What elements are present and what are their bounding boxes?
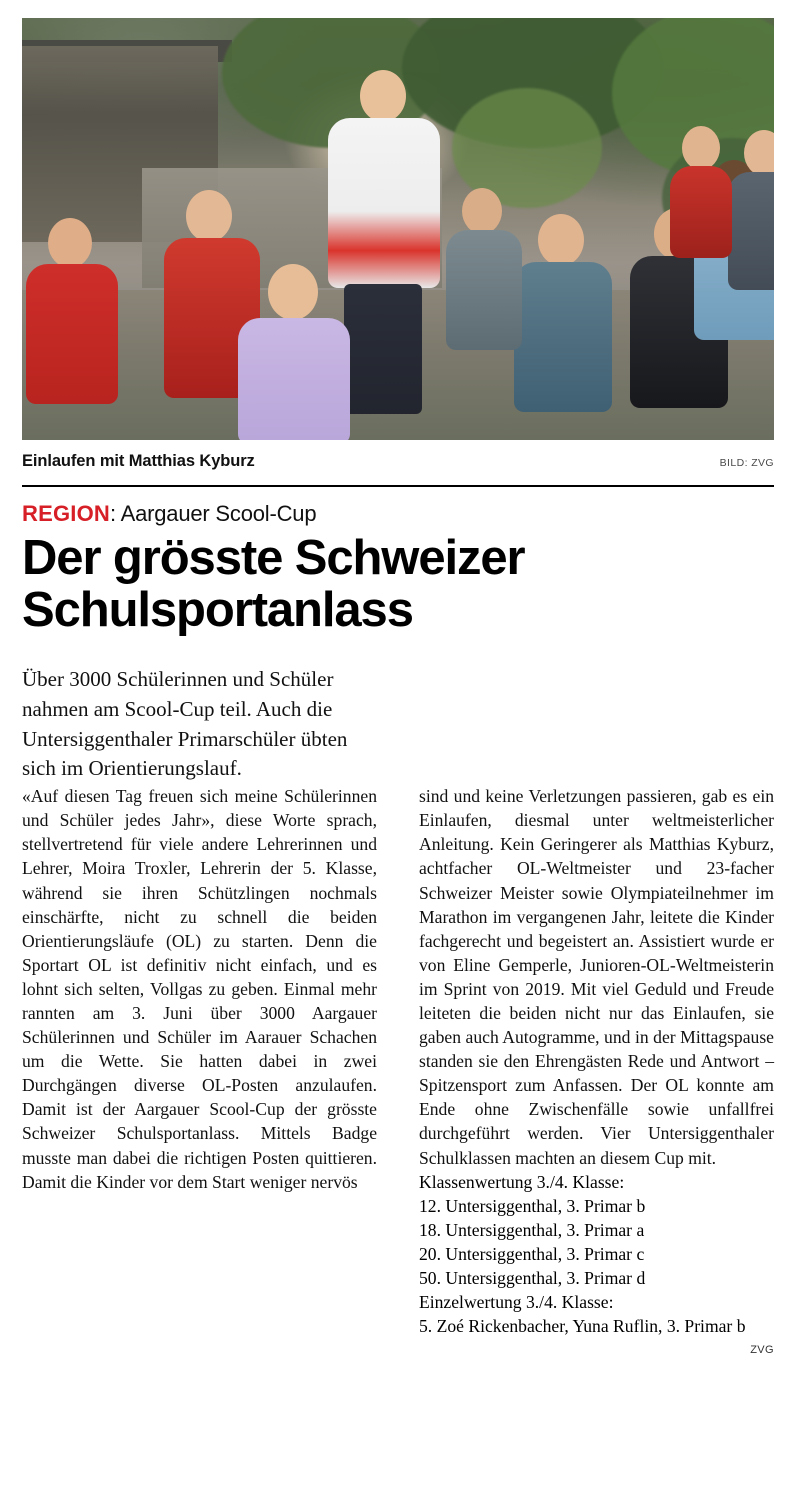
photo-child-red-left [26,218,118,440]
photo-child-lilac-head [268,264,318,320]
article-column-left [22,784,377,1356]
photo-child-red-left-head [48,218,92,268]
article-columns [22,784,774,1356]
photo-child-lilac [238,264,350,440]
results-class-rank-3: 20. Untersiggenthal, 3. Primar c [419,1243,645,1264]
photo-child-blue-kit [514,214,612,440]
photo-runner-main-legs [344,284,422,414]
photo-adult-background-right-head [744,130,774,176]
page-title: Der grösste Schweizer Schulsportanlass [22,531,525,637]
kicker [22,501,774,527]
results-individual-rank-1: 5. Zoé Rickenbacher, Yuna Ruflin, 3. Primar b [419,1316,746,1337]
results-class-rank-4: 50. Untersiggenthal, 3. Primar d [419,1268,646,1288]
section-divider [22,485,774,487]
kicker-separator: : [110,501,116,526]
photo-runner-main-torso [328,118,440,288]
photo-adult-background-right-torso [728,172,774,290]
photo-credit: BILD: ZVG [719,457,774,469]
article-byline: ZVG [750,1344,774,1357]
article-body-right: sind und keine Verletzungen passieren, gab es ein Einlaufen, diesmal unter weltmeisterlicher Anleitung. Kein Geringerer als Matthias Kyburz, achtfacher OL-Weltmeister und 23-facher Schweizer Meister sowie Olympiateilnehmer im Marathon im vergangenen Jahr, leitete die Kinder fachgerecht und begeistert an. Assistiert wurde er von Eline Gemperle, Junioren-OL-Weltmeisterin im Sprint von 2019. Mit viel Geduld und Freude leiteten die beiden nicht nur das Einlaufen, sie gaben auch Autogramme, und in der Mittagspause standen sie den Ehrengästen Rede und Antwort – Spitzensport zum Anfassen. Der OL konnte am Ende ohne Zwischenfälle sowie unfallfrei durchgeführt werden. Vier Untersiggenthaler Schulklassen machten an diesem Cup mit. [419,786,774,1168]
results-class-rank-1: 12. Untersiggenthal, 3. Primar b [419,1195,646,1216]
photo-adult-background-centre-head [462,188,502,234]
results-heading-individual: Einzelwertung 3./4. Klasse: [419,1292,614,1313]
photo-caption-row [22,452,774,471]
article-column-right [419,784,774,1356]
photo-child-red-jacket-head [186,190,232,242]
kicker-text: Aargauer Scool-Cup [115,501,317,526]
photo-adult-background-red [670,126,732,256]
photo-child-blue-kit-head [538,214,584,266]
article-lead: Über 3000 Schülerinnen und Schüler nahmen am Scool-Cup teil. Auch die Untersiggenthaler Primarschüler übten sich im Orientierungslauf. [22,666,348,781]
photo-background [22,18,774,440]
photo-adult-background-red-torso [670,166,732,258]
photo-child-lilac-torso [238,318,350,440]
results-heading-classes: Klassenwertung 3./4. Klasse: [419,1171,625,1192]
results-class-rank-2: 18. Untersiggenthal, 3. Primar a [419,1219,645,1240]
photo-child-red-left-torso [26,264,118,404]
photo-adult-background-red-head [682,126,720,170]
photo-runner-main-head [360,70,406,122]
article-body-left: «Auf diesen Tag freuen sich meine Schülerinnen und Schüler jedes Jahr», diese Worte sprach, stellvertretend für viele andere Lehrerinnen und Lehrer, Moira Troxler, Lehrerin der 5. Klasse, während sie ihren Schützlingen nochmals einschärfte, nicht zu schnell die beiden Orientierungsläufe (OL) zu starten. Denn die Sportart OL ist definitiv nicht einfach, und es lohnt sich selten, Vollgas zu geben. Einmal mehr rannten am 3. Juni über 3000 Aargauer Schülerinnen und Schüler im Aarauer Schachen um die Wette. Sie hatten dabei in zwei Durchgängen diverse OL-Posten anzulaufen. Damit ist der Aargauer Scool-Cup der grösste Schweizer Schulsportanlass. Mittels Badge musste man dabei die richtigen Posten quittieren. Damit die Kinder vor dem Start weniger nervös [22,786,377,1192]
article-photo [22,18,774,440]
photo-adult-background-right [728,130,774,310]
kicker-region-label: REGION [22,501,110,526]
photo-caption: Einlaufen mit Matthias Kyburz [22,452,255,470]
photo-child-blue-kit-torso [514,262,612,412]
photo-adult-background-centre [446,188,522,388]
photo-adult-background-centre-torso [446,230,522,350]
